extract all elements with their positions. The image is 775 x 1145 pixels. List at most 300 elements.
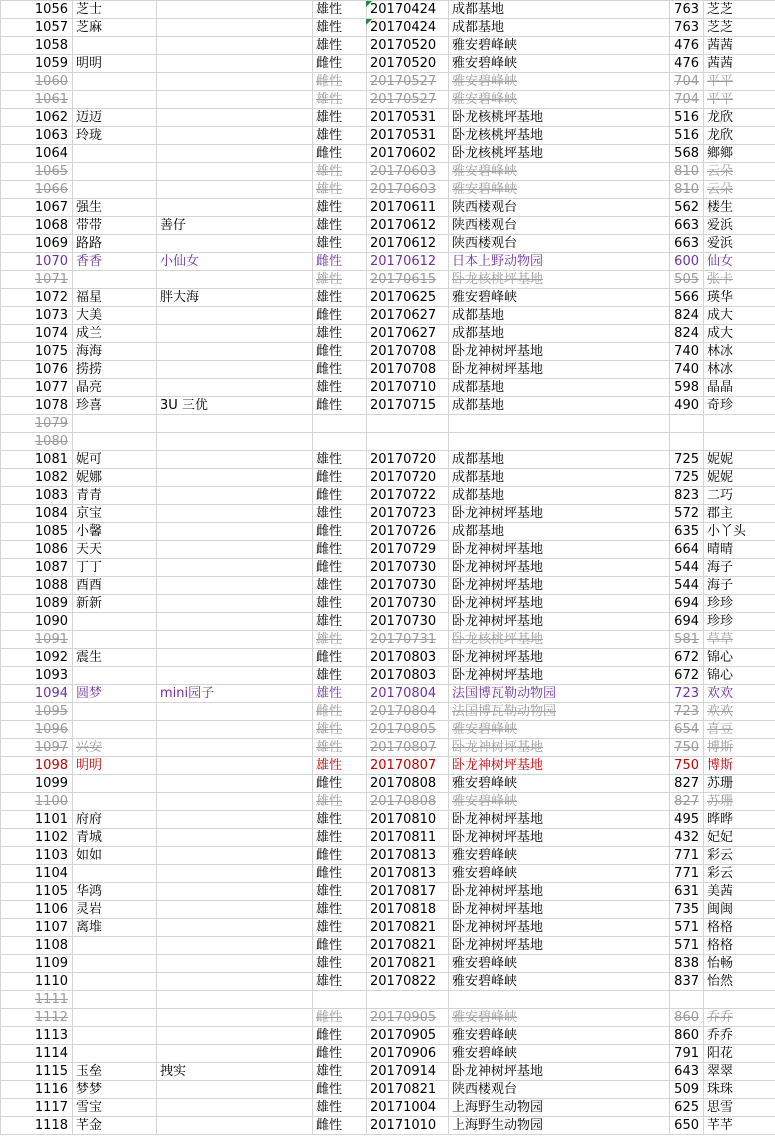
cell-birth-date[interactable]: 20170603 [367, 163, 449, 181]
cell-sex[interactable]: 雄性 [313, 757, 367, 775]
cell-mother-id[interactable]: 763 [670, 1, 704, 19]
cell-birth-date[interactable]: 20170611 [367, 199, 449, 217]
cell-mother-name[interactable] [704, 415, 775, 433]
cell-location[interactable]: 卧龙核桃坪基地 [449, 127, 670, 145]
cell-id[interactable]: 1118 [1, 1117, 73, 1135]
cell-name[interactable]: 青城 [73, 829, 157, 847]
cell-mother-name[interactable]: 茜茜 [704, 37, 775, 55]
cell-id[interactable]: 1067 [1, 199, 73, 217]
cell-mother-name[interactable]: 博斯 [704, 757, 775, 775]
cell-name[interactable] [73, 667, 157, 685]
cell-location[interactable]: 卧龙神树坪基地 [449, 343, 670, 361]
cell-location[interactable]: 法国博瓦勒动物园 [449, 703, 670, 721]
cell-nickname[interactable] [157, 667, 313, 685]
cell-sex[interactable]: 雄性 [313, 1063, 367, 1081]
cell-name[interactable] [73, 433, 157, 451]
cell-mother-name[interactable]: 平平 [704, 73, 775, 91]
cell-name[interactable]: 如如 [73, 847, 157, 865]
cell-mother-id[interactable]: 725 [670, 469, 704, 487]
cell-mother-id[interactable]: 838 [670, 955, 704, 973]
cell-name[interactable] [73, 631, 157, 649]
cell-birth-date[interactable]: 20170708 [367, 343, 449, 361]
cell-mother-name[interactable]: 瑛华 [704, 289, 775, 307]
cell-birth-date[interactable]: 20170905 [367, 1027, 449, 1045]
cell-nickname[interactable] [157, 937, 313, 955]
cell-location[interactable]: 卧龙神树坪基地 [449, 577, 670, 595]
cell-mother-id[interactable]: 672 [670, 649, 704, 667]
cell-name[interactable]: 酉酉 [73, 577, 157, 595]
cell-id[interactable]: 1074 [1, 325, 73, 343]
cell-nickname[interactable]: 小仙女 [157, 253, 313, 271]
cell-name[interactable]: 迈迈 [73, 109, 157, 127]
cell-nickname[interactable] [157, 919, 313, 937]
cell-name[interactable] [73, 775, 157, 793]
cell-birth-date[interactable]: 20171010 [367, 1117, 449, 1135]
cell-id[interactable]: 1081 [1, 451, 73, 469]
cell-mother-id[interactable] [670, 433, 704, 451]
cell-name[interactable]: 晶亮 [73, 379, 157, 397]
cell-name[interactable]: 京宝 [73, 505, 157, 523]
cell-birth-date[interactable]: 20170708 [367, 361, 449, 379]
cell-birth-date[interactable]: 20170803 [367, 649, 449, 667]
cell-mother-name[interactable]: 妮妮 [704, 469, 775, 487]
cell-birth-date[interactable]: 20171004 [367, 1099, 449, 1117]
cell-nickname[interactable] [157, 991, 313, 1009]
cell-location[interactable]: 卧龙神树坪基地 [449, 361, 670, 379]
cell-sex[interactable]: 雌性 [313, 703, 367, 721]
cell-nickname[interactable] [157, 901, 313, 919]
cell-mother-name[interactable]: 爱浜 [704, 235, 775, 253]
cell-location[interactable]: 卧龙神树坪基地 [449, 559, 670, 577]
cell-mother-id[interactable]: 810 [670, 163, 704, 181]
cell-mother-id[interactable]: 516 [670, 127, 704, 145]
cell-name[interactable] [73, 613, 157, 631]
cell-nickname[interactable] [157, 361, 313, 379]
cell-nickname[interactable] [157, 523, 313, 541]
cell-location[interactable] [449, 415, 670, 433]
cell-birth-date[interactable]: 20170627 [367, 325, 449, 343]
cell-mother-name[interactable]: 海子 [704, 577, 775, 595]
cell-sex[interactable]: 雄性 [313, 217, 367, 235]
cell-birth-date[interactable]: 20170730 [367, 577, 449, 595]
cell-sex[interactable]: 雌性 [313, 847, 367, 865]
cell-location[interactable]: 卧龙神树坪基地 [449, 1063, 670, 1081]
cell-id[interactable]: 1105 [1, 883, 73, 901]
cell-mother-name[interactable]: 闽闽 [704, 901, 775, 919]
cell-location[interactable]: 卧龙神树坪基地 [449, 811, 670, 829]
cell-sex[interactable]: 雌性 [313, 541, 367, 559]
cell-birth-date[interactable]: 20170818 [367, 901, 449, 919]
cell-sex[interactable]: 雌性 [313, 469, 367, 487]
cell-sex[interactable]: 雌性 [313, 523, 367, 541]
cell-location[interactable]: 成都基地 [449, 397, 670, 415]
cell-birth-date[interactable]: 20170729 [367, 541, 449, 559]
cell-nickname[interactable] [157, 181, 313, 199]
cell-birth-date[interactable] [367, 433, 449, 451]
cell-mother-name[interactable]: 彩云 [704, 847, 775, 865]
cell-location[interactable]: 成都基地 [449, 451, 670, 469]
cell-mother-name[interactable] [704, 991, 775, 1009]
cell-name[interactable]: 小馨 [73, 523, 157, 541]
cell-mother-id[interactable]: 476 [670, 55, 704, 73]
cell-id[interactable]: 1087 [1, 559, 73, 577]
cell-nickname[interactable] [157, 793, 313, 811]
cell-name[interactable]: 海海 [73, 343, 157, 361]
cell-mother-name[interactable]: 珠珠 [704, 1081, 775, 1099]
cell-mother-id[interactable]: 860 [670, 1027, 704, 1045]
cell-id[interactable]: 1069 [1, 235, 73, 253]
cell-mother-id[interactable]: 571 [670, 919, 704, 937]
cell-mother-id[interactable]: 771 [670, 847, 704, 865]
cell-name[interactable]: 捞捞 [73, 361, 157, 379]
cell-location[interactable]: 雅安碧峰峡 [449, 955, 670, 973]
cell-mother-id[interactable]: 650 [670, 1117, 704, 1135]
cell-birth-date[interactable]: 20170813 [367, 847, 449, 865]
cell-id[interactable]: 1070 [1, 253, 73, 271]
cell-sex[interactable]: 雄性 [313, 721, 367, 739]
cell-id[interactable]: 1102 [1, 829, 73, 847]
cell-id[interactable]: 1095 [1, 703, 73, 721]
cell-sex[interactable]: 雌性 [313, 775, 367, 793]
cell-location[interactable]: 成都基地 [449, 307, 670, 325]
cell-mother-name[interactable]: 妮妮 [704, 451, 775, 469]
cell-nickname[interactable] [157, 541, 313, 559]
cell-birth-date[interactable]: 20170730 [367, 559, 449, 577]
cell-mother-name[interactable]: 林冰 [704, 343, 775, 361]
cell-name[interactable]: 妮娜 [73, 469, 157, 487]
cell-mother-name[interactable]: 欢欢 [704, 703, 775, 721]
cell-name[interactable] [73, 955, 157, 973]
cell-id[interactable]: 1071 [1, 271, 73, 289]
cell-name[interactable]: 玉垒 [73, 1063, 157, 1081]
cell-location[interactable]: 日本上野动物园 [449, 253, 670, 271]
cell-location[interactable]: 卧龙核桃坪基地 [449, 271, 670, 289]
cell-birth-date[interactable]: 20170531 [367, 109, 449, 127]
cell-id[interactable]: 1114 [1, 1045, 73, 1063]
cell-mother-name[interactable]: 芝芝 [704, 1, 775, 19]
cell-id[interactable]: 1094 [1, 685, 73, 703]
cell-mother-id[interactable]: 509 [670, 1081, 704, 1099]
cell-name[interactable]: 成兰 [73, 325, 157, 343]
cell-name[interactable] [73, 1009, 157, 1027]
cell-birth-date[interactable]: 20170627 [367, 307, 449, 325]
cell-name[interactable]: 华鸿 [73, 883, 157, 901]
cell-sex[interactable]: 雄性 [313, 181, 367, 199]
cell-mother-name[interactable]: 平平 [704, 91, 775, 109]
cell-sex[interactable]: 雄性 [313, 37, 367, 55]
cell-name[interactable] [73, 1045, 157, 1063]
cell-nickname[interactable] [157, 1009, 313, 1027]
cell-mother-id[interactable]: 725 [670, 451, 704, 469]
cell-mother-name[interactable]: 珍珍 [704, 595, 775, 613]
cell-sex[interactable]: 雄性 [313, 667, 367, 685]
cell-location[interactable]: 雅安碧峰峡 [449, 973, 670, 991]
cell-birth-date[interactable]: 20170527 [367, 73, 449, 91]
cell-nickname[interactable] [157, 649, 313, 667]
cell-id[interactable]: 1113 [1, 1027, 73, 1045]
cell-location[interactable]: 雅安碧峰峡 [449, 289, 670, 307]
cell-birth-date[interactable]: 20170527 [367, 91, 449, 109]
cell-sex[interactable] [313, 991, 367, 1009]
cell-nickname[interactable] [157, 559, 313, 577]
cell-mother-id[interactable]: 837 [670, 973, 704, 991]
cell-mother-name[interactable]: 奇珍 [704, 397, 775, 415]
cell-sex[interactable]: 雄性 [313, 163, 367, 181]
cell-mother-id[interactable]: 723 [670, 703, 704, 721]
cell-sex[interactable]: 雌性 [313, 361, 367, 379]
cell-sex[interactable]: 雌性 [313, 649, 367, 667]
cell-sex[interactable]: 雌性 [313, 145, 367, 163]
cell-mother-name[interactable]: 博斯 [704, 739, 775, 757]
cell-mother-name[interactable]: 格格 [704, 919, 775, 937]
cell-nickname[interactable] [157, 631, 313, 649]
cell-sex[interactable] [313, 433, 367, 451]
cell-name[interactable] [73, 91, 157, 109]
cell-mother-name[interactable]: 芊芊 [704, 1117, 775, 1135]
cell-sex[interactable]: 雄性 [313, 1, 367, 19]
cell-nickname[interactable] [157, 505, 313, 523]
cell-id[interactable]: 1064 [1, 145, 73, 163]
cell-nickname[interactable]: mini园子 [157, 685, 313, 703]
cell-mother-id[interactable]: 810 [670, 181, 704, 199]
cell-id[interactable]: 1063 [1, 127, 73, 145]
cell-name[interactable]: 玲珑 [73, 127, 157, 145]
cell-mother-name[interactable]: 彩云 [704, 865, 775, 883]
cell-nickname[interactable] [157, 271, 313, 289]
cell-sex[interactable]: 雄性 [313, 379, 367, 397]
cell-mother-id[interactable]: 664 [670, 541, 704, 559]
cell-location[interactable]: 卧龙核桃坪基地 [449, 631, 670, 649]
cell-mother-id[interactable]: 600 [670, 253, 704, 271]
cell-location[interactable]: 卧龙神树坪基地 [449, 541, 670, 559]
cell-mother-id[interactable]: 763 [670, 19, 704, 37]
cell-location[interactable]: 雅安碧峰峡 [449, 91, 670, 109]
cell-id[interactable]: 1083 [1, 487, 73, 505]
cell-id[interactable]: 1115 [1, 1063, 73, 1081]
cell-nickname[interactable]: 3U 三优 [157, 397, 313, 415]
cell-id[interactable]: 1066 [1, 181, 73, 199]
cell-nickname[interactable] [157, 739, 313, 757]
cell-mother-id[interactable]: 625 [670, 1099, 704, 1117]
cell-sex[interactable]: 雄性 [313, 793, 367, 811]
cell-birth-date[interactable]: 20170805 [367, 721, 449, 739]
cell-mother-name[interactable]: 乔乔 [704, 1009, 775, 1027]
cell-name[interactable] [73, 1027, 157, 1045]
cell-mother-id[interactable]: 771 [670, 865, 704, 883]
cell-name[interactable]: 芊金 [73, 1117, 157, 1135]
cell-mother-id[interactable]: 694 [670, 613, 704, 631]
cell-name[interactable] [73, 271, 157, 289]
cell-mother-id[interactable]: 581 [670, 631, 704, 649]
cell-mother-name[interactable]: 林冰 [704, 361, 775, 379]
cell-mother-name[interactable]: 晴晴 [704, 541, 775, 559]
cell-mother-name[interactable]: 喜豆 [704, 721, 775, 739]
cell-mother-id[interactable]: 860 [670, 1009, 704, 1027]
cell-id[interactable]: 1060 [1, 73, 73, 91]
cell-id[interactable]: 1097 [1, 739, 73, 757]
cell-mother-id[interactable]: 704 [670, 73, 704, 91]
cell-nickname[interactable] [157, 613, 313, 631]
cell-location[interactable]: 雅安碧峰峡 [449, 55, 670, 73]
cell-birth-date[interactable]: 20170726 [367, 523, 449, 541]
cell-name[interactable]: 梦梦 [73, 1081, 157, 1099]
cell-birth-date[interactable]: 20170720 [367, 451, 449, 469]
cell-sex[interactable]: 雄性 [313, 91, 367, 109]
cell-id[interactable]: 1075 [1, 343, 73, 361]
cell-name[interactable]: 雪宝 [73, 1099, 157, 1117]
cell-location[interactable]: 雅安碧峰峡 [449, 1027, 670, 1045]
cell-birth-date[interactable]: 20170804 [367, 703, 449, 721]
cell-name[interactable]: 芝麻 [73, 19, 157, 37]
cell-nickname[interactable] [157, 55, 313, 73]
cell-mother-name[interactable]: 爱浜 [704, 217, 775, 235]
cell-id[interactable]: 1109 [1, 955, 73, 973]
cell-id[interactable]: 1116 [1, 1081, 73, 1099]
cell-nickname[interactable] [157, 865, 313, 883]
cell-mother-name[interactable]: 草草 [704, 631, 775, 649]
cell-mother-id[interactable]: 432 [670, 829, 704, 847]
cell-mother-name[interactable]: 格格 [704, 937, 775, 955]
cell-id[interactable]: 1104 [1, 865, 73, 883]
cell-name[interactable]: 震生 [73, 649, 157, 667]
cell-name[interactable]: 离堆 [73, 919, 157, 937]
cell-name[interactable]: 明明 [73, 757, 157, 775]
cell-mother-id[interactable]: 791 [670, 1045, 704, 1063]
cell-mother-name[interactable]: 成大 [704, 307, 775, 325]
cell-birth-date[interactable]: 20170722 [367, 487, 449, 505]
cell-mother-id[interactable] [670, 415, 704, 433]
cell-sex[interactable]: 雄性 [313, 811, 367, 829]
cell-mother-id[interactable]: 824 [670, 325, 704, 343]
cell-mother-name[interactable]: 芝芝 [704, 19, 775, 37]
cell-birth-date[interactable]: 20170914 [367, 1063, 449, 1081]
cell-sex[interactable]: 雄性 [313, 829, 367, 847]
cell-id[interactable]: 1090 [1, 613, 73, 631]
cell-id[interactable]: 1079 [1, 415, 73, 433]
cell-location[interactable]: 雅安碧峰峡 [449, 847, 670, 865]
cell-name[interactable]: 带带 [73, 217, 157, 235]
cell-sex[interactable]: 雌性 [313, 307, 367, 325]
cell-birth-date[interactable]: 20170811 [367, 829, 449, 847]
cell-sex[interactable]: 雌性 [313, 343, 367, 361]
cell-location[interactable]: 卧龙神树坪基地 [449, 595, 670, 613]
cell-sex[interactable]: 雄性 [313, 919, 367, 937]
cell-mother-id[interactable]: 704 [670, 91, 704, 109]
cell-nickname[interactable] [157, 73, 313, 91]
cell-nickname[interactable] [157, 127, 313, 145]
cell-location[interactable]: 卧龙神树坪基地 [449, 667, 670, 685]
cell-id[interactable]: 1117 [1, 1099, 73, 1117]
cell-id[interactable]: 1062 [1, 109, 73, 127]
cell-sex[interactable]: 雄性 [313, 199, 367, 217]
cell-name[interactable] [73, 163, 157, 181]
cell-location[interactable]: 卧龙核桃坪基地 [449, 145, 670, 163]
cell-id[interactable]: 1065 [1, 163, 73, 181]
cell-id[interactable]: 1076 [1, 361, 73, 379]
cell-mother-id[interactable]: 568 [670, 145, 704, 163]
cell-nickname[interactable] [157, 343, 313, 361]
cell-location[interactable]: 雅安碧峰峡 [449, 1045, 670, 1063]
cell-mother-id[interactable]: 476 [670, 37, 704, 55]
cell-birth-date[interactable]: 20170520 [367, 55, 449, 73]
cell-birth-date[interactable]: 20170906 [367, 1045, 449, 1063]
cell-birth-date[interactable]: 20170822 [367, 973, 449, 991]
cell-mother-id[interactable]: 827 [670, 775, 704, 793]
cell-location[interactable]: 陕西楼观台 [449, 1081, 670, 1099]
cell-birth-date[interactable]: 20170813 [367, 865, 449, 883]
cell-sex[interactable]: 雄性 [313, 235, 367, 253]
cell-id[interactable]: 1077 [1, 379, 73, 397]
cell-name[interactable] [73, 415, 157, 433]
cell-sex[interactable]: 雄性 [313, 973, 367, 991]
cell-id[interactable]: 1092 [1, 649, 73, 667]
cell-birth-date[interactable]: 20170615 [367, 271, 449, 289]
cell-mother-id[interactable]: 562 [670, 199, 704, 217]
cell-location[interactable]: 雅安碧峰峡 [449, 865, 670, 883]
cell-id[interactable]: 1108 [1, 937, 73, 955]
cell-mother-id[interactable]: 823 [670, 487, 704, 505]
cell-name[interactable] [73, 181, 157, 199]
cell-sex[interactable]: 雌性 [313, 865, 367, 883]
cell-birth-date[interactable]: 20170720 [367, 469, 449, 487]
cell-nickname[interactable] [157, 307, 313, 325]
cell-nickname[interactable] [157, 883, 313, 901]
cell-birth-date[interactable]: 20170710 [367, 379, 449, 397]
cell-location[interactable]: 卧龙神树坪基地 [449, 649, 670, 667]
cell-mother-name[interactable]: 鄉鄉 [704, 145, 775, 163]
cell-mother-name[interactable]: 珍珍 [704, 613, 775, 631]
cell-mother-name[interactable]: 龙欣 [704, 109, 775, 127]
cell-id[interactable]: 1085 [1, 523, 73, 541]
cell-mother-name[interactable]: 张卡 [704, 271, 775, 289]
cell-birth-date[interactable]: 20170730 [367, 613, 449, 631]
cell-birth-date[interactable]: 20170612 [367, 253, 449, 271]
cell-location[interactable] [449, 433, 670, 451]
cell-sex[interactable]: 雄性 [313, 289, 367, 307]
cell-mother-id[interactable]: 544 [670, 577, 704, 595]
cell-mother-id[interactable]: 598 [670, 379, 704, 397]
cell-location[interactable]: 雅安碧峰峡 [449, 181, 670, 199]
cell-id[interactable]: 1099 [1, 775, 73, 793]
cell-mother-id[interactable]: 635 [670, 523, 704, 541]
cell-mother-id[interactable]: 631 [670, 883, 704, 901]
cell-mother-name[interactable]: 怡畅 [704, 955, 775, 973]
cell-name[interactable]: 青青 [73, 487, 157, 505]
cell-name[interactable]: 福星 [73, 289, 157, 307]
cell-mother-name[interactable]: 仙女 [704, 253, 775, 271]
cell-mother-id[interactable]: 735 [670, 901, 704, 919]
cell-mother-name[interactable]: 二巧 [704, 487, 775, 505]
cell-mother-name[interactable]: 云朵 [704, 181, 775, 199]
cell-name[interactable] [73, 73, 157, 91]
cell-mother-id[interactable]: 505 [670, 271, 704, 289]
cell-name[interactable] [73, 865, 157, 883]
cell-mother-name[interactable]: 阳花 [704, 1045, 775, 1063]
cell-mother-id[interactable]: 516 [670, 109, 704, 127]
cell-sex[interactable]: 雌性 [313, 937, 367, 955]
cell-id[interactable]: 1084 [1, 505, 73, 523]
cell-sex[interactable]: 雌性 [313, 253, 367, 271]
cell-id[interactable]: 1068 [1, 217, 73, 235]
cell-nickname[interactable] [157, 235, 313, 253]
cell-mother-id[interactable]: 566 [670, 289, 704, 307]
cell-nickname[interactable] [157, 325, 313, 343]
cell-mother-name[interactable]: 茜茜 [704, 55, 775, 73]
cell-sex[interactable]: 雄性 [313, 271, 367, 289]
cell-location[interactable] [449, 991, 670, 1009]
cell-name[interactable]: 明明 [73, 55, 157, 73]
cell-id[interactable]: 1078 [1, 397, 73, 415]
